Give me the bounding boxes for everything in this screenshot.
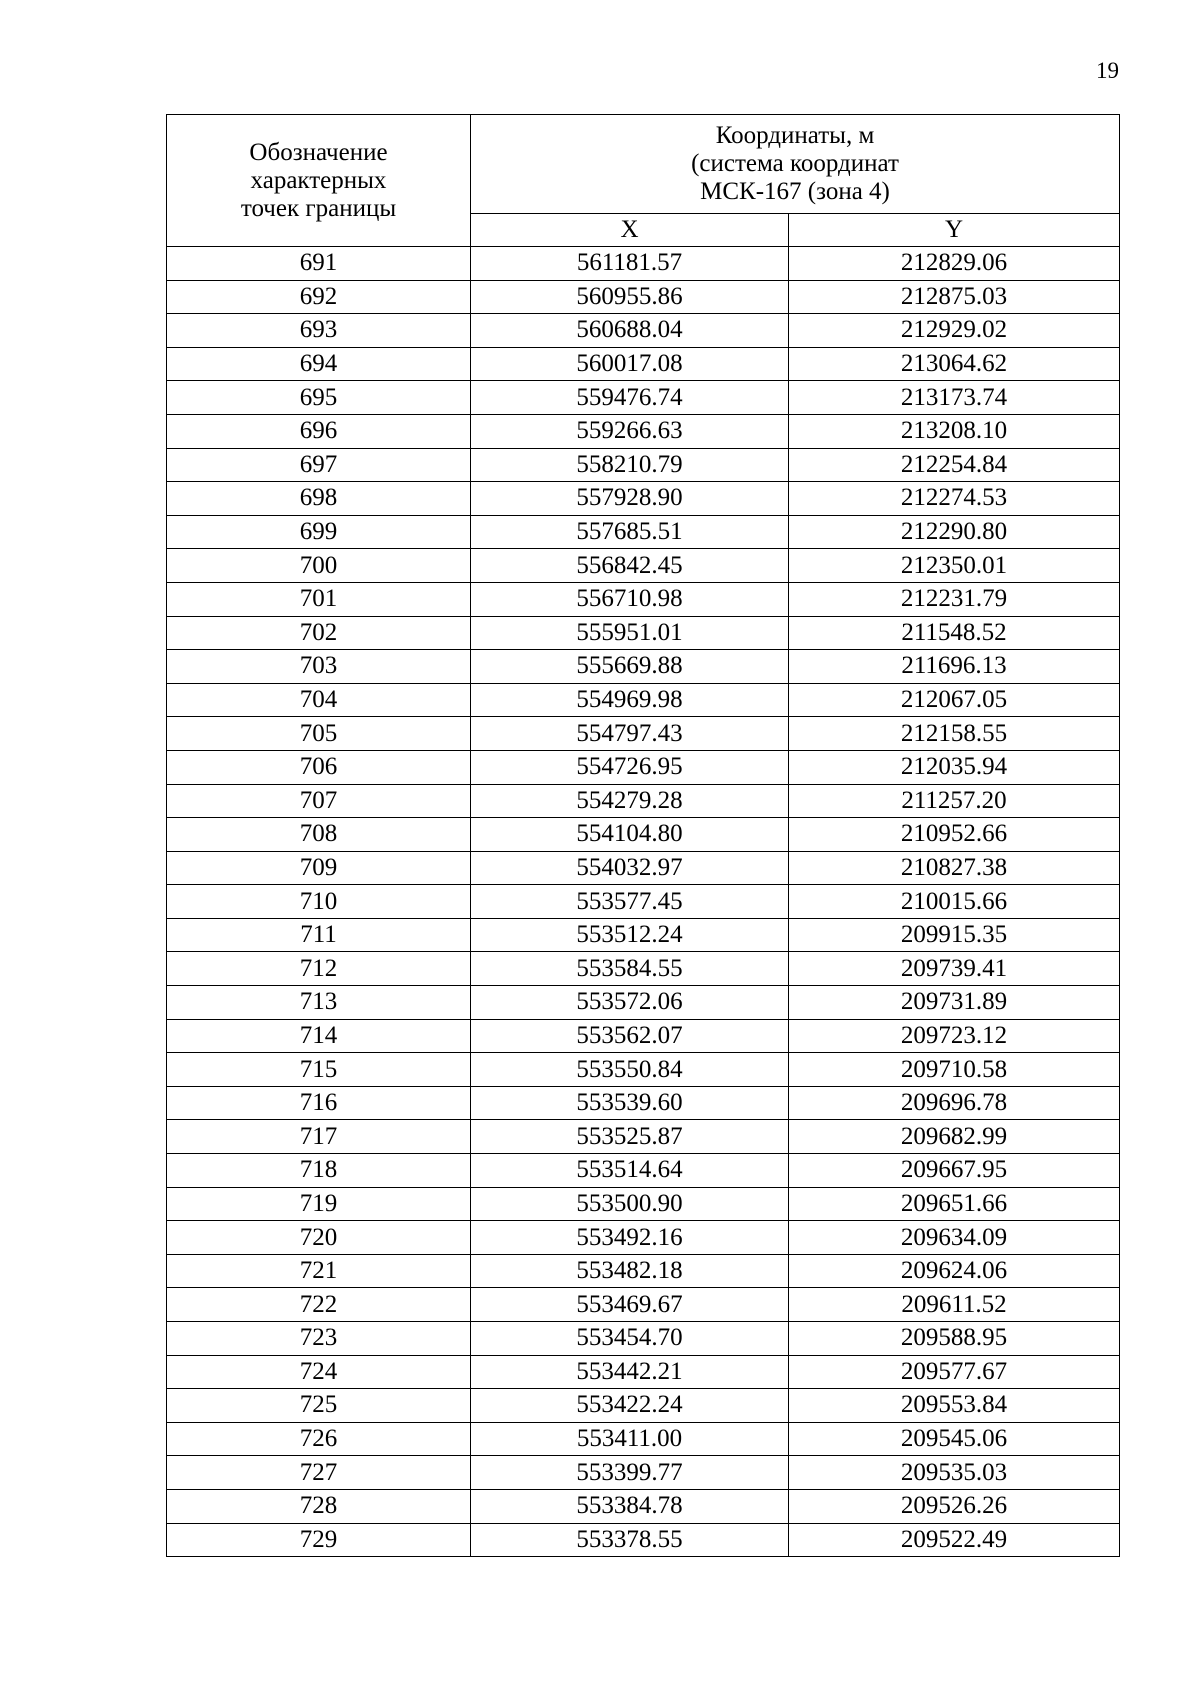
x-coordinate-cell: 556842.45 <box>471 549 789 583</box>
x-coordinate-cell: 558210.79 <box>471 448 789 482</box>
x-coordinate-cell: 553572.06 <box>471 986 789 1020</box>
point-cell: 710 <box>167 885 471 919</box>
y-coordinate-cell: 209651.66 <box>789 1187 1120 1221</box>
point-cell: 723 <box>167 1322 471 1356</box>
table-row <box>167 1221 1120 1255</box>
table-row <box>167 717 1120 751</box>
x-coordinate-cell: 560688.04 <box>471 314 789 348</box>
point-cell: 728 <box>167 1489 471 1523</box>
point-cell: 693 <box>167 314 471 348</box>
y-column-header: Y <box>789 214 1120 247</box>
y-coordinate-cell: 212929.02 <box>789 314 1120 348</box>
y-coordinate-cell: 209577.67 <box>789 1355 1120 1389</box>
x-coordinate-cell: 554104.80 <box>471 818 789 852</box>
point-cell: 715 <box>167 1053 471 1087</box>
point-cell: 697 <box>167 448 471 482</box>
y-coordinate-cell: 209739.41 <box>789 952 1120 986</box>
point-cell: 716 <box>167 1086 471 1120</box>
x-coordinate-cell: 560017.08 <box>471 347 789 381</box>
table-row <box>167 784 1120 818</box>
point-cell: 707 <box>167 784 471 818</box>
point-cell: 709 <box>167 851 471 885</box>
x-coordinate-cell: 553584.55 <box>471 952 789 986</box>
point-cell: 699 <box>167 515 471 549</box>
point-cell: 702 <box>167 616 471 650</box>
table-row <box>167 381 1120 415</box>
table-row <box>167 952 1120 986</box>
point-cell: 691 <box>167 247 471 281</box>
x-coordinate-cell: 553492.16 <box>471 1221 789 1255</box>
x-coordinate-cell: 553384.78 <box>471 1489 789 1523</box>
y-coordinate-cell: 212254.84 <box>789 448 1120 482</box>
x-coordinate-cell: 553500.90 <box>471 1187 789 1221</box>
table-row <box>167 1456 1120 1490</box>
y-coordinate-cell: 209696.78 <box>789 1086 1120 1120</box>
y-coordinate-cell: 209553.84 <box>789 1389 1120 1423</box>
point-cell: 701 <box>167 582 471 616</box>
y-coordinate-cell: 212158.55 <box>789 717 1120 751</box>
y-coordinate-cell: 209710.58 <box>789 1053 1120 1087</box>
y-coordinate-cell: 213173.74 <box>789 381 1120 415</box>
x-coordinate-cell: 559266.63 <box>471 414 789 448</box>
coordinates-header <box>471 115 1120 214</box>
table-row <box>167 1322 1120 1356</box>
x-coordinate-cell: 555951.01 <box>471 616 789 650</box>
x-coordinate-cell: 554797.43 <box>471 717 789 751</box>
table-row <box>167 986 1120 1020</box>
x-coordinate-cell: 553411.00 <box>471 1422 789 1456</box>
header-line: точек границы <box>240 194 397 222</box>
y-coordinate-cell: 213064.62 <box>789 347 1120 381</box>
x-coordinate-cell: 553399.77 <box>471 1456 789 1490</box>
y-coordinate-cell: 212274.53 <box>789 482 1120 516</box>
y-coordinate-cell: 212350.01 <box>789 549 1120 583</box>
coordinates-table <box>166 114 1120 1557</box>
y-coordinate-cell: 209634.09 <box>789 1221 1120 1255</box>
y-coordinate-cell: 212035.94 <box>789 750 1120 784</box>
x-coordinate-cell: 561181.57 <box>471 247 789 281</box>
x-coordinate-cell: 553422.24 <box>471 1389 789 1423</box>
y-coordinate-cell: 212829.06 <box>789 247 1120 281</box>
point-cell: 706 <box>167 750 471 784</box>
y-coordinate-cell: 209526.26 <box>789 1489 1120 1523</box>
point-cell: 714 <box>167 1019 471 1053</box>
point-cell: 718 <box>167 1154 471 1188</box>
table-row <box>167 1120 1120 1154</box>
table-row <box>167 750 1120 784</box>
x-column-header: X <box>471 214 789 247</box>
y-coordinate-cell: 209522.49 <box>789 1523 1120 1557</box>
x-coordinate-cell: 553378.55 <box>471 1523 789 1557</box>
page-number: 19 <box>1096 58 1119 83</box>
table-header <box>167 115 1120 247</box>
y-coordinate-cell: 211696.13 <box>789 650 1120 684</box>
table-row <box>167 582 1120 616</box>
table-row <box>167 549 1120 583</box>
x-coordinate-cell: 559476.74 <box>471 381 789 415</box>
x-coordinate-cell: 555669.88 <box>471 650 789 684</box>
point-cell: 711 <box>167 918 471 952</box>
x-coordinate-cell: 553469.67 <box>471 1288 789 1322</box>
y-coordinate-cell: 210952.66 <box>789 818 1120 852</box>
x-coordinate-cell: 554032.97 <box>471 851 789 885</box>
table-row <box>167 918 1120 952</box>
x-coordinate-cell: 553550.84 <box>471 1053 789 1087</box>
x-coordinate-cell: 553482.18 <box>471 1254 789 1288</box>
point-cell: 700 <box>167 549 471 583</box>
y-coordinate-cell: 209535.03 <box>789 1456 1120 1490</box>
header-line: МСК-167 (зона 4) <box>700 178 890 205</box>
point-cell: 704 <box>167 683 471 717</box>
point-cell: 719 <box>167 1187 471 1221</box>
table-row <box>167 885 1120 919</box>
x-coordinate-cell: 554969.98 <box>471 683 789 717</box>
x-coordinate-cell: 553539.60 <box>471 1086 789 1120</box>
x-coordinate-cell: 553514.64 <box>471 1154 789 1188</box>
table-row <box>167 1154 1120 1188</box>
point-cell: 727 <box>167 1456 471 1490</box>
table-row <box>167 347 1120 381</box>
point-cell: 721 <box>167 1254 471 1288</box>
y-coordinate-cell: 209682.99 <box>789 1120 1120 1154</box>
y-coordinate-cell: 209915.35 <box>789 918 1120 952</box>
point-cell: 698 <box>167 482 471 516</box>
table-row <box>167 247 1120 281</box>
table-body <box>167 247 1120 1557</box>
table-row <box>167 1523 1120 1557</box>
x-coordinate-cell: 553512.24 <box>471 918 789 952</box>
point-cell: 696 <box>167 414 471 448</box>
y-coordinate-cell: 209588.95 <box>789 1322 1120 1356</box>
table-row <box>167 515 1120 549</box>
point-cell: 692 <box>167 280 471 314</box>
x-coordinate-cell: 553577.45 <box>471 885 789 919</box>
point-cell: 725 <box>167 1389 471 1423</box>
table-row <box>167 1254 1120 1288</box>
point-cell: 713 <box>167 986 471 1020</box>
y-coordinate-cell: 209723.12 <box>789 1019 1120 1053</box>
point-cell: 708 <box>167 818 471 852</box>
y-coordinate-cell: 211548.52 <box>789 616 1120 650</box>
point-cell: 694 <box>167 347 471 381</box>
y-coordinate-cell: 209545.06 <box>789 1422 1120 1456</box>
header-line: (система координат <box>691 150 899 177</box>
table-row <box>167 448 1120 482</box>
x-coordinate-cell: 556710.98 <box>471 582 789 616</box>
point-designation-header <box>167 115 471 247</box>
table-row <box>167 414 1120 448</box>
point-cell: 726 <box>167 1422 471 1456</box>
y-coordinate-cell: 209624.06 <box>789 1254 1120 1288</box>
table-row <box>167 818 1120 852</box>
table-row <box>167 482 1120 516</box>
y-coordinate-cell: 209667.95 <box>789 1154 1120 1188</box>
table-row <box>167 1389 1120 1423</box>
point-cell: 703 <box>167 650 471 684</box>
point-cell: 705 <box>167 717 471 751</box>
table-row <box>167 280 1120 314</box>
y-coordinate-cell: 212231.79 <box>789 582 1120 616</box>
x-coordinate-cell: 557685.51 <box>471 515 789 549</box>
y-coordinate-cell: 211257.20 <box>789 784 1120 818</box>
table-row <box>167 683 1120 717</box>
x-coordinate-cell: 553525.87 <box>471 1120 789 1154</box>
y-coordinate-cell: 210827.38 <box>789 851 1120 885</box>
x-coordinate-cell: 553562.07 <box>471 1019 789 1053</box>
table-row <box>167 1288 1120 1322</box>
point-cell: 724 <box>167 1355 471 1389</box>
y-coordinate-cell: 209611.52 <box>789 1288 1120 1322</box>
y-coordinate-cell: 212067.05 <box>789 683 1120 717</box>
x-coordinate-cell: 560955.86 <box>471 280 789 314</box>
table-row <box>167 1355 1120 1389</box>
x-coordinate-cell: 557928.90 <box>471 482 789 516</box>
table-row <box>167 1187 1120 1221</box>
point-cell: 695 <box>167 381 471 415</box>
x-coordinate-cell: 553454.70 <box>471 1322 789 1356</box>
y-coordinate-cell: 212290.80 <box>789 515 1120 549</box>
table-row <box>167 1086 1120 1120</box>
header-line: характерных <box>250 166 387 194</box>
table-row <box>167 1422 1120 1456</box>
x-coordinate-cell: 554279.28 <box>471 784 789 818</box>
y-coordinate-cell: 213208.10 <box>789 414 1120 448</box>
y-coordinate-cell: 209731.89 <box>789 986 1120 1020</box>
y-coordinate-cell: 212875.03 <box>789 280 1120 314</box>
point-cell: 717 <box>167 1120 471 1154</box>
x-coordinate-cell: 554726.95 <box>471 750 789 784</box>
y-coordinate-cell: 210015.66 <box>789 885 1120 919</box>
x-coordinate-cell: 553442.21 <box>471 1355 789 1389</box>
table-row <box>167 1053 1120 1087</box>
point-cell: 720 <box>167 1221 471 1255</box>
point-cell: 722 <box>167 1288 471 1322</box>
table-row <box>167 314 1120 348</box>
header-line: Координаты, м <box>715 122 875 149</box>
table-row <box>167 851 1120 885</box>
table-row <box>167 1019 1120 1053</box>
point-cell: 712 <box>167 952 471 986</box>
header-line: Обозначение <box>249 138 388 166</box>
point-cell: 729 <box>167 1523 471 1557</box>
table-row <box>167 650 1120 684</box>
table-row <box>167 616 1120 650</box>
table-row <box>167 1489 1120 1523</box>
